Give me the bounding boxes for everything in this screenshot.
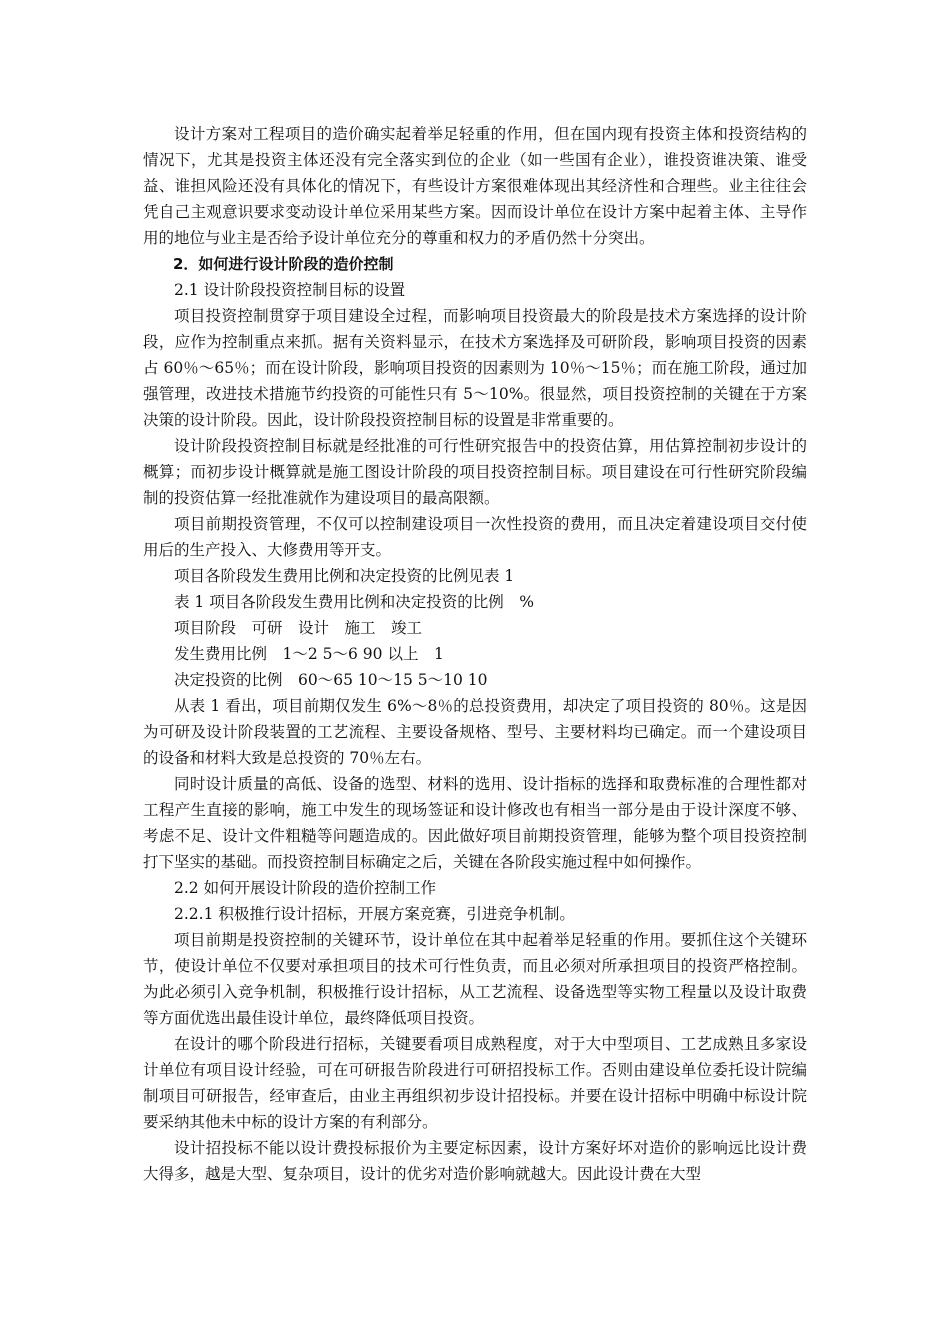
paragraph-bidding-criteria: 设计招投标不能以设计费投标报价为主要定标因素，设计方案好坏对造价的影响远比设计费大得多，越是大型、复杂项目，设计的优劣对造价影响就越大。因此设计费在大型 — [143, 1139, 807, 1183]
table-title: 表 1 项目各阶段发生费用比例和决定投资的比例 % — [174, 593, 534, 611]
subsection-heading-2-2: 2.2 如何开展设计阶段的造价控制工作 — [174, 879, 437, 897]
section-heading-2: 2．如何进行设计阶段的造价控制 — [173, 255, 394, 273]
table-header-row: 项目阶段 可研 设计 施工 竣工 — [174, 619, 423, 637]
paragraph-control-target: 设计阶段投资控制目标就是经批准的可行性研究报告中的投资估算，用估算控制初步设计的概算；而初步设计概算就是施工图设计阶段的项目投资控制目标。项目建设在可行性研究阶段编制的投资估算一经批准就作为建设项目的最高限额。 — [143, 437, 807, 507]
paragraph-table-reference: 项目各阶段发生费用比例和决定投资的比例见表 1 — [174, 567, 515, 585]
paragraph-design-bidding: 项目前期是投资控制的关键环节，设计单位在其中起着举足轻重的作用。要抓住这个关键环节，使设计单位不仅要对承担项目的技术可行性负责，而且必须对所承担项目的投资严格控制。为此必须引入竞争机制，积极推行设计招标，从工艺流程、设备选型等实物工程量以及设计取费等方面优选出最佳设计单位，最终降低项目投资。 — [143, 931, 807, 1027]
document-page — [143, 121, 807, 1187]
paragraph-design-quality: 同时设计质量的高低、设备的选型、材料的选用、设计指标的选择和取费标准的合理性都对工程产生直接的影响，施工中发生的现场签证和设计修改也有相当一部分是由于设计深度不够、考虑不足、设计文件粗糙等问题造成的。因此做好项目前期投资管理，能够为整个项目投资控制打下坚实的基础。而投资控制目标确定之后，关键在各阶段实施过程中如何操作。 — [143, 775, 807, 871]
paragraph-bidding-stage: 在设计的哪个阶段进行招标，关键要看项目成熟程度，对于大中型项目、工艺成熟且多家设计单位有项目设计经验，可在可研报告阶段进行可研招投标工作。否则由建设单位委托设计院编制项目可研报告，经审查后，由业主再组织初步设计招投标。并要在设计招标中明确中标设计院要采纳其他未中标的设计方案的有利部分。 — [143, 1035, 807, 1131]
table-row-cost-ratio: 发生费用比例 1～2 5～6 90 以上 1 — [174, 645, 444, 663]
paragraph-design-scheme-role: 设计方案对工程项目的造价确实起着举足轻重的作用，但在国内现有投资主体和投资结构的情况下，尤其是投资主体还没有完全落实到位的企业（如一些国有企业），谁投资谁决策、谁受益、谁担风险还没有具体化的情况下，有些设计方案很难体现出其经济性和合理些。业主往往会凭自己主观意识要求变动设计单位采用某些方案。因而设计单位在设计方案中起着主体、主导作用的地位与业主是否给予设计单位充分的尊重和权力的矛盾仍然十分突出。 — [143, 125, 807, 247]
paragraph-investment-control: 项目投资控制贯穿于项目建设全过程，而影响项目投资最大的阶段是技术方案选择的设计阶段，应作为控制重点来抓。据有关资料显示，在技术方案选择及可研阶段，影响项目投资的因素占 60％～65％；而在设计阶段，影响项目投资的因素则为 10％～15％；而在施工阶段，通过加强管理，改进技术措施节约投资的可能性只有 5～10%。很显然，项目投资控制的关键在于方案决策的设计阶段。因此，设计阶段投资控制目标的设置是非常重要的。 — [143, 307, 807, 429]
subsection-heading-2-2-1: 2.2.1 积极推行设计招标，开展方案竞赛，引进竞争机制。 — [174, 905, 575, 923]
paragraph-early-management: 项目前期投资管理，不仅可以控制建设项目一次性投资的费用，而且决定着建设项目交付使用后的生产投入、大修费用等开支。 — [143, 515, 807, 559]
subsection-heading-2-1: 2.1 设计阶段投资控制目标的设置 — [174, 281, 406, 299]
paragraph-table-analysis: 从表 1 看出，项目前期仅发生 6%～8％的总投资费用，却决定了项目投资的 80％。这是因为可研及设计阶段装置的工艺流程、主要设备规格、型号、主要材料均已确定。而一个建设项目的设备和材料大致是总投资的 70％左右。 — [143, 697, 807, 767]
table-row-investment-ratio: 决定投资的比例 60～65 10～15 5～10 10 — [174, 671, 488, 689]
